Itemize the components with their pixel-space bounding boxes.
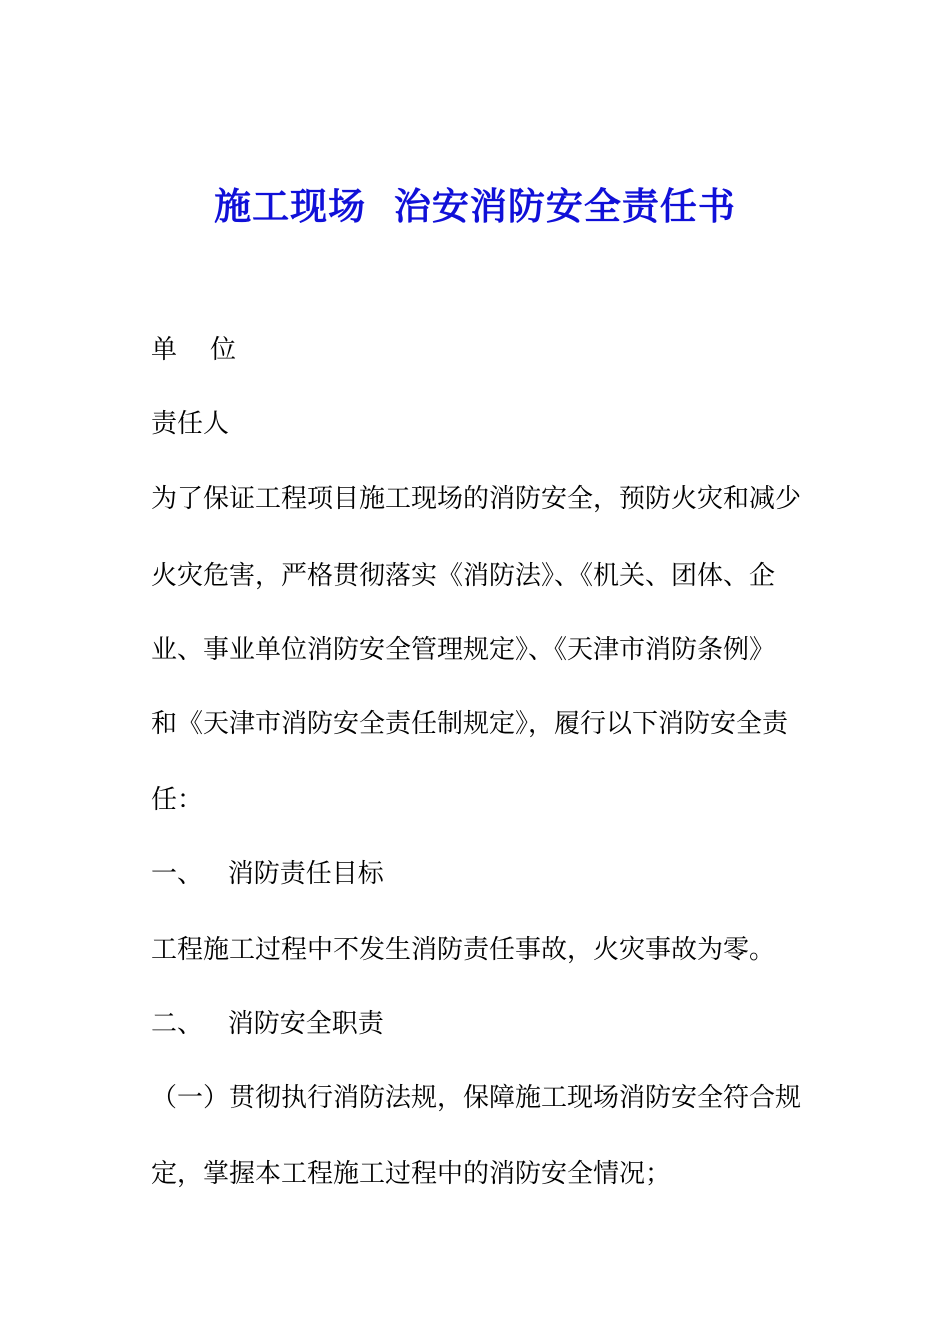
body-paragraph-line: 和《天津市消防安全责任制规定》，履行以下消防安全责: [151, 709, 789, 739]
body-paragraph-line: 业、事业单位消防安全管理规定》、《天津市消防条例》: [151, 635, 776, 665]
body-paragraph-line: 火灾危害，严格贯彻落实《消防法》、《机关、团体、企: [151, 561, 776, 591]
responsible-person-label: 责任人: [151, 409, 230, 439]
body-paragraph-line: 任：: [151, 785, 204, 815]
document-title: 施工现场 治安消防安全责任书: [214, 184, 736, 228]
section-2-item-line: （一）贯彻执行消防法规，保障施工现场消防安全符合规: [151, 1083, 802, 1113]
unit-label: 单 位: [151, 335, 237, 365]
section-heading-2: 二、 消防安全职责: [151, 1009, 384, 1039]
section-2-item-line: 定，掌握本工程施工过程中的消防安全情况；: [151, 1159, 672, 1189]
section-heading-1: 一、 消防责任目标: [151, 859, 384, 889]
section-1-text: 工程施工过程中不发生消防责任事故，火灾事故为零。: [151, 935, 776, 965]
body-paragraph-line: 为了保证工程项目施工现场的消防安全，预防火灾和减少: [151, 484, 802, 514]
